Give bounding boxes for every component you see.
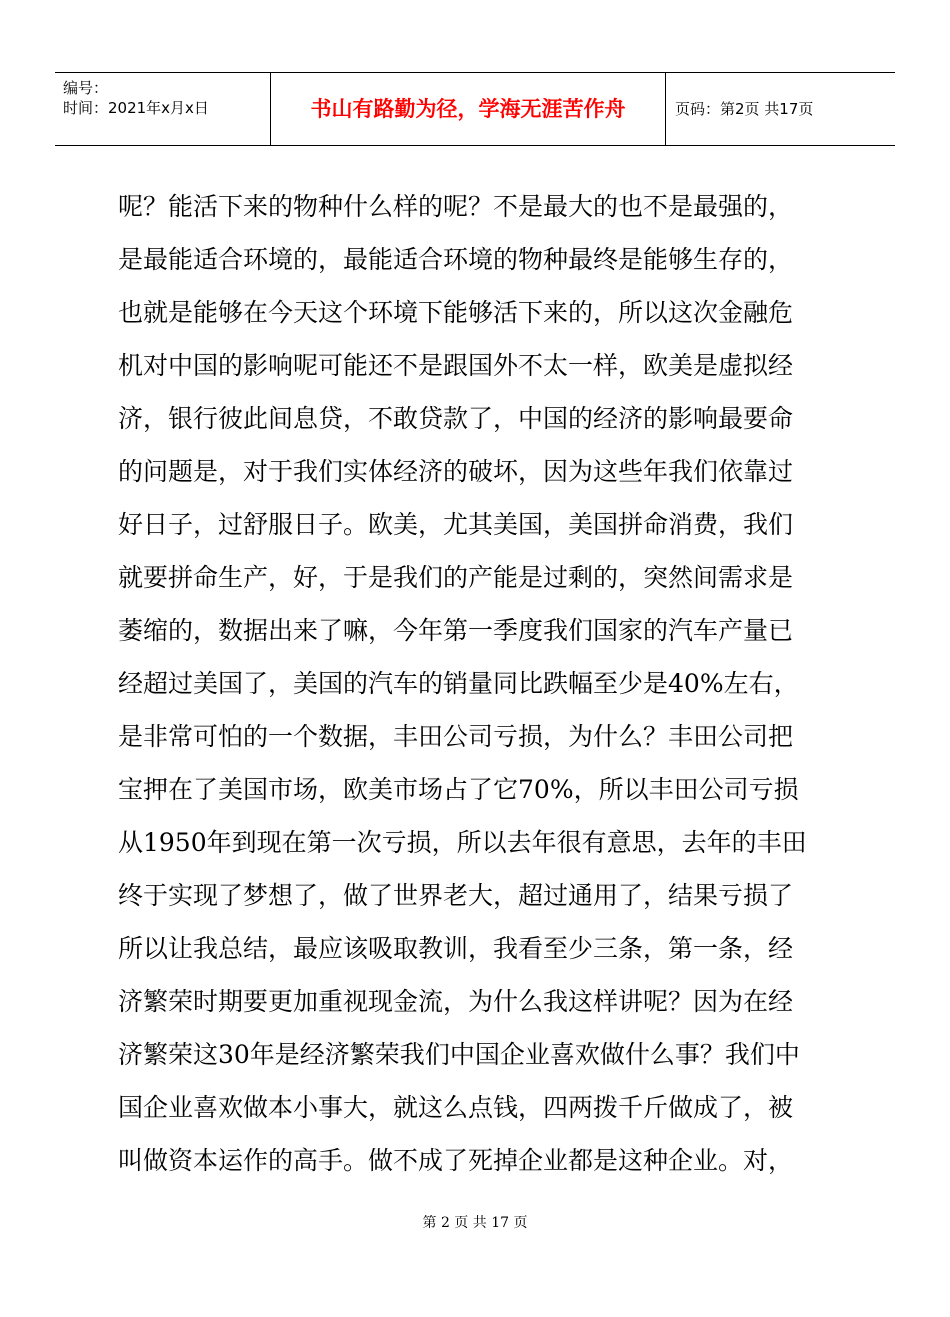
text-line: 从1950年到现在第一次亏损，所以去年很有意思，去年的丰田	[118, 828, 807, 857]
text-line: 终于实现了梦想了，做了世界老大，超过通用了，结果亏损了	[118, 881, 794, 910]
text-line: 济繁荣这30年是经济繁荣我们中国企业喜欢做什么事？我们中	[118, 1040, 800, 1069]
header-divider	[665, 73, 666, 145]
serial-number-label: 编号：	[63, 79, 109, 97]
body-text	[118, 180, 838, 1187]
text-line: 就要拼命生产，好，于是我们的产能是过剩的，突然间需求是	[118, 563, 794, 592]
text-line: 济，银行彼此间息贷，不敢贷款了，中国的经济的影响最要命	[118, 404, 794, 433]
text-line: 是最能适合环境的，最能适合环境的物种最终是能够生存的，	[118, 245, 794, 274]
text-line: 是非常可怕的一个数据，丰田公司亏损，为什么？丰田公司把	[118, 722, 794, 751]
header-motto: 书山有路勤为径，学海无涯苦作舟	[310, 97, 626, 121]
header-meta	[55, 73, 270, 145]
text-line: 经超过美国了，美国的汽车的销量同比跌幅至少是40%左右，	[118, 669, 799, 698]
text-line: 机对中国的影响呢可能还不是跟国外不太一样，欧美是虚拟经	[118, 351, 794, 380]
date-label: 时间：2021年x月x日	[63, 99, 209, 117]
text-line: 呢？能活下来的物种什么样的呢？不是最大的也不是最强的，	[118, 192, 794, 221]
text-line: 所以让我总结，最应该吸取教训，我看至少三条，第一条，经	[118, 934, 794, 963]
header-page-info: 页码：第2页 共17页	[675, 100, 814, 118]
text-line: 宝押在了美国市场，欧美市场占了它70%，所以丰田公司亏损	[118, 775, 799, 804]
text-line: 萎缩的，数据出来了嘛，今年第一季度我们国家的汽车产量已	[118, 616, 794, 645]
text-line: 的问题是，对于我们实体经济的破坏，因为这些年我们依靠过	[118, 457, 794, 486]
text-line: 也就是能够在今天这个环境下能够活下来的，所以这次金融危	[118, 298, 794, 327]
text-line: 好日子，过舒服日子。欧美，尤其美国，美国拼命消费，我们	[118, 510, 794, 539]
text-line: 国企业喜欢做本小事大，就这么点钱，四两拨千斤做成了，被	[118, 1093, 794, 1122]
page-footer: 第 2 页 共 17 页	[422, 1215, 528, 1231]
text-line: 叫做资本运作的高手。做不成了死掉企业都是这种企业。对，	[118, 1146, 794, 1175]
text-line: 济繁荣时期要更加重视现金流，为什么我这样讲呢？因为在经	[118, 987, 794, 1016]
document-header	[55, 72, 895, 146]
